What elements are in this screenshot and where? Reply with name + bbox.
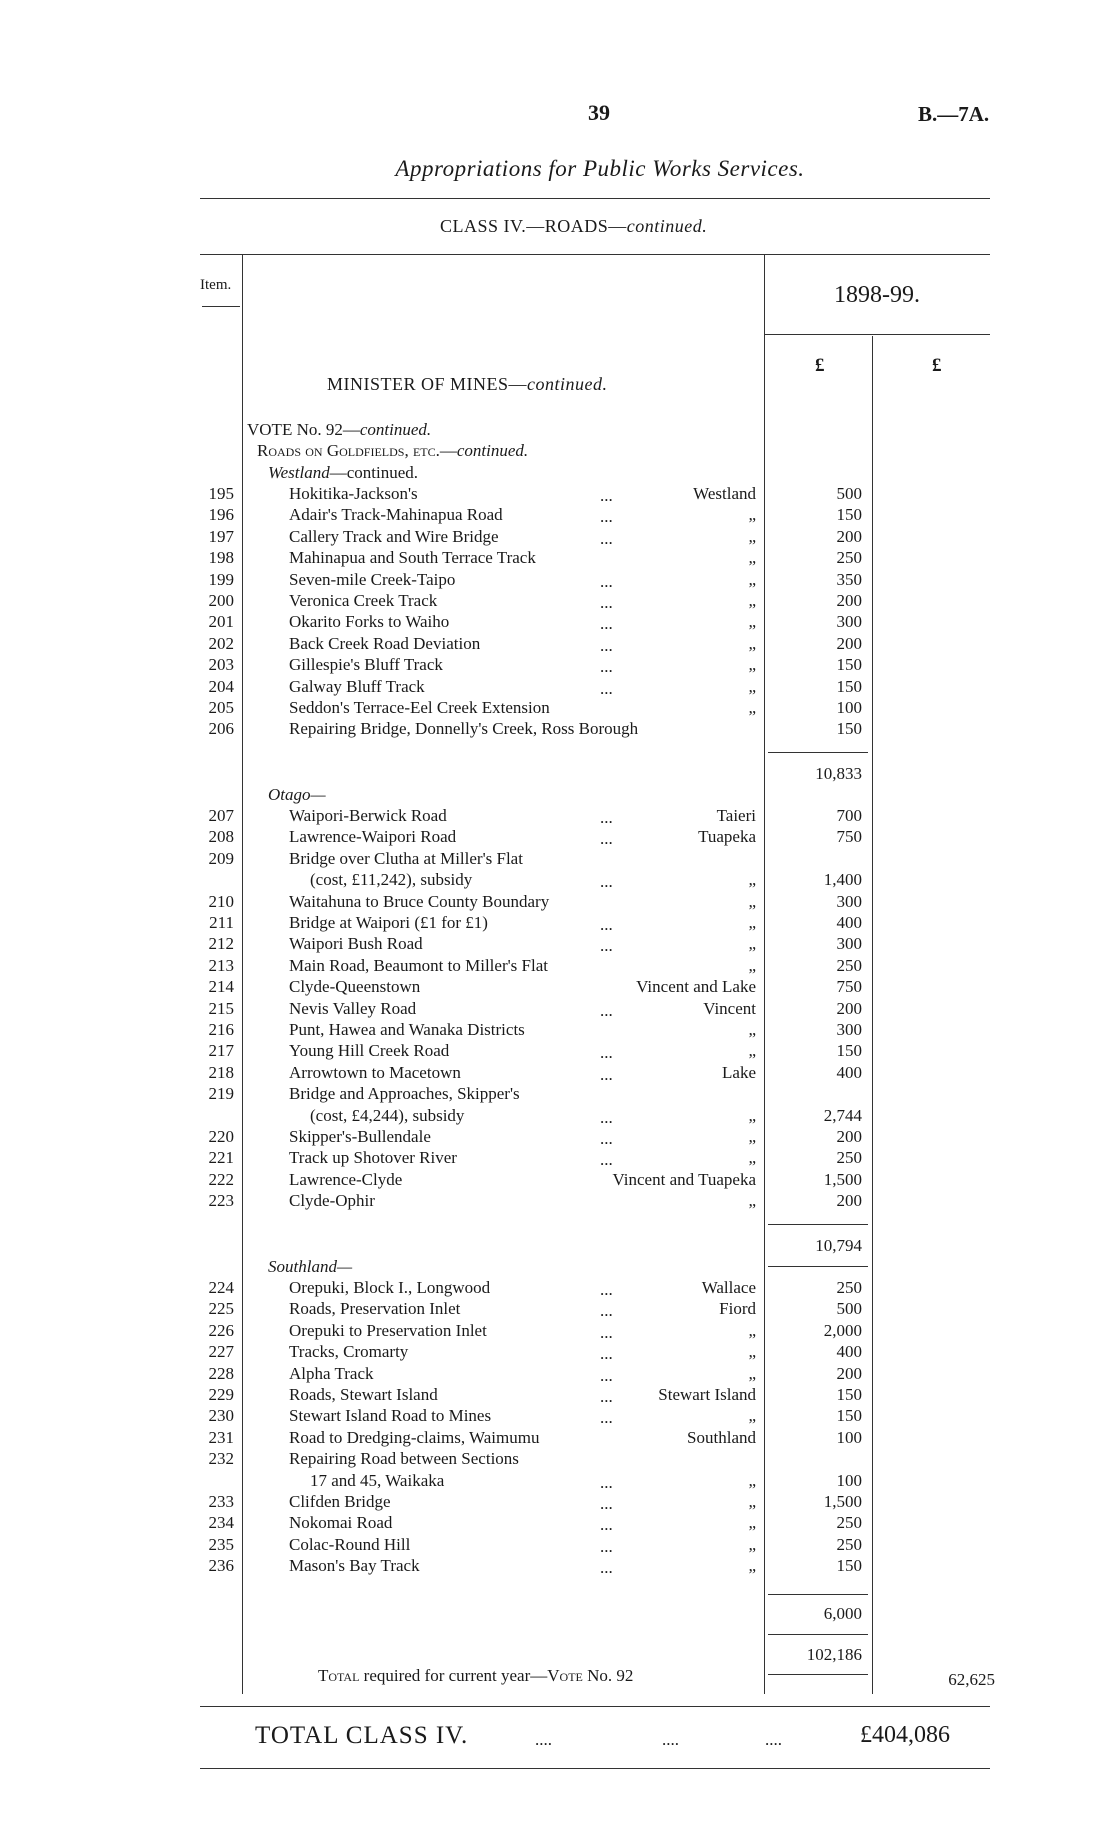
- item-leader-dots: ...: [600, 1322, 613, 1342]
- item-number: 207: [208, 806, 234, 825]
- item-description: Hokitika-Jackson's: [289, 484, 418, 503]
- item-description: Roads, Stewart Island: [289, 1385, 438, 1404]
- item-number: 205: [208, 698, 234, 717]
- item-amount: 150: [836, 655, 862, 675]
- item-district: „: [748, 655, 756, 675]
- item-number: 231: [208, 1427, 234, 1447]
- item-number: 214: [208, 977, 234, 997]
- item-district: „: [748, 870, 756, 890]
- item-amount: 300: [836, 934, 862, 954]
- item-district: „: [748, 1105, 756, 1125]
- item-description: Waipori-Berwick Road: [289, 806, 447, 825]
- vote-total-label-rest: required for current year—: [359, 1666, 548, 1685]
- item-description: Lawrence-Clyde: [289, 1169, 403, 1189]
- westland-heading: [268, 463, 418, 483]
- document-reference: B.—7A.: [918, 102, 990, 126]
- class-total-leader-2: ....: [662, 1730, 679, 1749]
- item-description: Nokomai Road: [289, 1513, 393, 1533]
- item-description: Galway Bluff Track: [289, 676, 425, 696]
- minister-heading-text: MINISTER OF MINES—: [327, 374, 528, 394]
- item-description: Back Creek Road Deviation: [289, 633, 481, 653]
- item-district: „: [748, 633, 756, 653]
- item-description: Arrowtown to Macetown: [289, 1062, 461, 1082]
- pound-sign-header-2: £: [932, 355, 942, 376]
- item-district: „: [748, 1363, 756, 1383]
- item-amount: 200: [836, 1363, 862, 1383]
- item-amount: 1,500: [823, 1492, 862, 1511]
- item-amount: 1,400: [823, 870, 862, 890]
- item-description: (cost, £11,242), subsidy: [310, 870, 473, 890]
- vote-heading-continued: continued.: [359, 420, 432, 439]
- item-district: Southland: [687, 1427, 756, 1447]
- item-amount: 150: [836, 1041, 862, 1061]
- item-description: Orepuki, Block I., Longwood: [289, 1278, 491, 1297]
- item-leader-dots: ...: [600, 1558, 613, 1578]
- item-description: Orepuki to Preservation Inlet: [289, 1320, 487, 1340]
- item-amount: 150: [836, 719, 862, 739]
- item-description: Bridge at Waipori (£1 for £1): [289, 913, 488, 932]
- item-number: 197: [208, 526, 234, 546]
- item-amount: 150: [836, 1406, 862, 1426]
- vote-heading-text: VOTE No. 92—: [247, 420, 360, 439]
- item-description: Bridge and Approaches, Skipper's: [289, 1084, 520, 1104]
- southland-heading: [268, 1257, 352, 1277]
- vote-total-label-vote: Vote: [547, 1666, 583, 1685]
- southland-subtotal: 6,000: [823, 1604, 862, 1623]
- item-district: „: [748, 1556, 756, 1576]
- item-amount: 2,000: [823, 1320, 862, 1340]
- item-leader-dots: ...: [600, 678, 613, 698]
- item-leader-dots: ...: [600, 593, 613, 612]
- item-amount: 150: [836, 676, 862, 696]
- item-number: 202: [208, 633, 234, 653]
- item-number: 198: [208, 548, 234, 568]
- vote-heading: [247, 420, 431, 440]
- item-district: „: [748, 548, 756, 568]
- item-leader-dots: ...: [600, 1472, 613, 1492]
- item-description: Stewart Island Road to Mines: [289, 1406, 492, 1426]
- item-number: 218: [208, 1062, 234, 1082]
- item-district: „: [748, 1191, 756, 1211]
- item-number: 195: [208, 484, 234, 503]
- item-amount: 150: [836, 1385, 862, 1404]
- item-number: 223: [208, 1191, 234, 1211]
- item-amount: 100: [836, 1427, 862, 1447]
- item-number: 210: [208, 891, 234, 911]
- item-number: 204: [208, 676, 234, 696]
- item-leader-dots: ...: [600, 614, 613, 634]
- item-description: Clyde-Ophir: [289, 1191, 375, 1211]
- item-number: 234: [208, 1513, 234, 1533]
- item-description: Callery Track and Wire Bridge: [289, 526, 499, 546]
- item-amount: 250: [836, 548, 862, 568]
- item-district: Wallace: [701, 1278, 756, 1297]
- pound-sign-header-1: £: [815, 355, 825, 376]
- item-leader-dots: ...: [600, 507, 613, 527]
- item-leader-dots: ...: [600, 657, 613, 677]
- westland-heading-text: Westland: [268, 463, 330, 482]
- item-amount: 250: [836, 1534, 862, 1554]
- minister-heading-continued: continued.: [527, 374, 608, 394]
- item-description: Skipper's-Bullendale: [289, 1127, 431, 1146]
- item-district: „: [748, 1492, 756, 1511]
- item-description: Roads, Preservation Inlet: [289, 1299, 461, 1319]
- item-district: „: [748, 1127, 756, 1146]
- item-number: 235: [208, 1534, 234, 1554]
- item-district: „: [748, 526, 756, 546]
- subhead-heading: [257, 441, 528, 461]
- item-number: 212: [208, 934, 234, 954]
- item-district: Tuapeka: [698, 827, 756, 847]
- rule-item-header: [202, 306, 240, 307]
- item-amount: 150: [836, 505, 862, 525]
- item-leader-dots: ...: [600, 1107, 613, 1127]
- item-description: Okarito Forks to Waiho: [289, 612, 450, 632]
- item-description: Seven-mile Creek-Taipo: [289, 569, 456, 589]
- vote-total-amount: 62,625: [948, 1670, 995, 1689]
- item-leader-dots: ...: [600, 1536, 613, 1556]
- item-number: 226: [208, 1320, 234, 1340]
- document-title: Appropriations for Public Works Services.: [395, 156, 805, 181]
- rule-top: [200, 198, 990, 199]
- item-description: Main Road, Beaumont to Miller's Flat: [289, 955, 548, 975]
- item-number: 199: [208, 569, 234, 589]
- item-description: Waitahuna to Bruce County Boundary: [289, 891, 550, 911]
- item-description: Clyde-Queenstown: [289, 977, 421, 997]
- item-number: 201: [208, 612, 234, 632]
- otago-heading: [268, 785, 326, 805]
- item-number: 206: [208, 719, 234, 739]
- item-description: Lawrence-Waipori Road: [289, 827, 457, 847]
- item-description: Track up Shotover River: [289, 1148, 457, 1168]
- item-leader-dots: ...: [600, 1387, 613, 1406]
- item-description: Adair's Track-Mahinapua Road: [289, 505, 503, 525]
- item-amount: 400: [836, 1342, 862, 1362]
- item-district: „: [748, 1470, 756, 1490]
- item-leader-dots: ...: [600, 1365, 613, 1385]
- item-description: 17 and 45, Waikaka: [310, 1470, 445, 1490]
- grand-subtotal: 102,186: [806, 1645, 862, 1664]
- item-leader-dots: ...: [600, 829, 613, 849]
- item-district: Westland: [693, 484, 756, 503]
- item-district: „: [748, 1148, 756, 1168]
- item-amount: 2,744: [823, 1105, 862, 1125]
- item-description: Alpha Track: [289, 1363, 374, 1383]
- item-amount: 350: [836, 569, 862, 589]
- item-number: 230: [208, 1406, 234, 1426]
- item-number: 219: [208, 1084, 234, 1104]
- item-leader-dots: ...: [600, 1344, 613, 1364]
- item-description: Seddon's Terrace-Eel Creek Extension: [289, 698, 550, 717]
- item-amount: 500: [836, 1299, 862, 1319]
- item-description: Mason's Bay Track: [289, 1556, 420, 1576]
- item-amount: 200: [836, 633, 862, 653]
- item-district: „: [748, 676, 756, 696]
- otago-heading-text: Otago—: [268, 785, 326, 804]
- item-amount: 750: [836, 827, 862, 847]
- class-total-leader-1: ....: [535, 1730, 552, 1749]
- item-amount: 300: [836, 891, 862, 911]
- item-district: Vincent and Lake: [636, 977, 756, 997]
- item-district: „: [748, 1320, 756, 1340]
- item-leader-dots: ...: [600, 936, 613, 956]
- item-district: Stewart Island: [658, 1385, 756, 1404]
- item-leader-dots: ...: [600, 1494, 613, 1513]
- class-total-label: TOTAL CLASS IV.: [255, 1722, 469, 1749]
- item-description: Punt, Hawea and Wanaka Districts: [289, 1020, 525, 1039]
- item-district: „: [748, 934, 756, 954]
- item-district: „: [748, 1041, 756, 1061]
- item-number: 200: [208, 591, 234, 610]
- item-number: 217: [208, 1041, 234, 1061]
- item-amount: 250: [836, 1278, 862, 1297]
- item-leader-dots: ...: [600, 1043, 613, 1063]
- item-leader-dots: ...: [600, 808, 613, 827]
- item-district: „: [748, 891, 756, 911]
- item-amount: 250: [836, 955, 862, 975]
- item-amount: 1,500: [823, 1169, 862, 1189]
- item-amount: 200: [836, 526, 862, 546]
- item-amount: 300: [836, 612, 862, 632]
- rule-table-top: [200, 254, 990, 255]
- item-district: „: [748, 955, 756, 975]
- westland-subtotal: 10,833: [815, 764, 862, 783]
- item-leader-dots: ...: [600, 1280, 613, 1299]
- item-district: „: [748, 569, 756, 589]
- class-total-leader-3: ....: [765, 1730, 782, 1749]
- vote-total-label: [318, 1666, 633, 1686]
- item-description: Bridge over Clutha at Miller's Flat: [289, 848, 523, 868]
- year-column-header: 1898-99.: [834, 282, 920, 308]
- rule-southland-subtotal-under: [768, 1634, 868, 1635]
- item-description: Young Hill Creek Road: [289, 1041, 450, 1061]
- item-description: Repairing Bridge, Donnelly's Creek, Ross Borough: [289, 719, 639, 739]
- item-number: 213: [208, 955, 234, 975]
- class-total-amount: £404,086: [860, 1722, 950, 1748]
- item-amount: 500: [836, 484, 862, 503]
- item-number: 209: [208, 848, 234, 868]
- class-heading-continued: continued.: [626, 216, 708, 236]
- item-district: „: [748, 505, 756, 525]
- item-amount: 200: [836, 1191, 862, 1211]
- rule-year-column-mid: [872, 336, 873, 1694]
- item-number: 196: [208, 505, 234, 525]
- rule-item-column: [242, 254, 243, 1694]
- item-leader-dots: ...: [600, 635, 613, 655]
- rule-otago-subtotal-under: [768, 1266, 868, 1267]
- item-amount: 400: [836, 1062, 862, 1082]
- item-number: 225: [208, 1299, 234, 1319]
- item-leader-dots: ...: [600, 1408, 613, 1428]
- item-district: „: [748, 1406, 756, 1426]
- item-amount: 300: [836, 1020, 862, 1039]
- item-district: „: [748, 591, 756, 610]
- item-number: 229: [208, 1385, 234, 1404]
- rule-class-total-bottom: [200, 1768, 990, 1769]
- item-description: Waipori Bush Road: [289, 934, 423, 954]
- item-description: Gillespie's Bluff Track: [289, 655, 443, 675]
- item-district: Vincent and Tuapeka: [612, 1169, 756, 1189]
- item-amount: 200: [836, 1127, 862, 1146]
- item-district: „: [748, 1342, 756, 1362]
- item-number: 232: [208, 1449, 234, 1469]
- item-district: „: [748, 913, 756, 932]
- item-number: 236: [208, 1556, 234, 1576]
- item-district: Taieri: [716, 806, 756, 825]
- item-amount: 250: [836, 1148, 862, 1168]
- item-leader-dots: ...: [600, 1064, 613, 1084]
- item-amount: 250: [836, 1513, 862, 1533]
- item-amount: 150: [836, 1556, 862, 1576]
- item-district: „: [748, 1020, 756, 1039]
- item-amount: 200: [836, 998, 862, 1018]
- rule-southland-subtotal: [768, 1594, 868, 1595]
- item-description: Mahinapua and South Terrace Track: [289, 548, 536, 568]
- item-leader-dots: ...: [600, 1301, 613, 1321]
- item-leader-dots: ...: [600, 528, 613, 548]
- rule-westland-subtotal: [768, 752, 868, 753]
- rule-grand-subtotal: [768, 1674, 868, 1675]
- subhead-heading-continued: continued.: [456, 441, 529, 460]
- item-leader-dots: ...: [600, 1515, 613, 1535]
- item-description: Repairing Road between Sections: [289, 1449, 519, 1469]
- item-district: „: [748, 698, 756, 717]
- otago-subtotal: 10,794: [815, 1236, 862, 1255]
- item-leader-dots: ...: [600, 571, 613, 591]
- item-column-header: Item.: [200, 277, 232, 293]
- vote-total-label-prefix: Total: [318, 1666, 360, 1685]
- item-description: Colac-Round Hill: [289, 1534, 411, 1554]
- item-description: Veronica Creek Track: [289, 591, 438, 610]
- item-leader-dots: ...: [600, 1000, 613, 1020]
- subhead-heading-text: Roads on Goldfields, etc.—: [257, 441, 457, 460]
- item-number: 228: [208, 1363, 234, 1383]
- item-number: 211: [209, 913, 234, 932]
- item-leader-dots: ...: [600, 872, 613, 892]
- item-district: Vincent: [703, 998, 756, 1018]
- item-amount: 100: [836, 1470, 862, 1490]
- item-leader-dots: ...: [600, 1129, 613, 1148]
- item-description: (cost, £4,244), subsidy: [310, 1105, 465, 1125]
- item-number: 216: [208, 1020, 234, 1039]
- item-number: 203: [208, 655, 234, 675]
- vote-total-label-number: No. 92: [582, 1666, 634, 1685]
- item-amount: 400: [836, 913, 862, 932]
- page-number: 39: [588, 100, 610, 125]
- class-heading-text: CLASS IV.—ROADS—: [440, 216, 627, 236]
- item-amount: 200: [836, 591, 862, 610]
- item-district: „: [748, 1534, 756, 1554]
- item-description: Clifden Bridge: [289, 1492, 391, 1511]
- item-number: 215: [208, 998, 234, 1018]
- item-district: „: [748, 1513, 756, 1533]
- item-number: 221: [208, 1148, 234, 1168]
- item-number: 224: [208, 1278, 234, 1297]
- item-number: 227: [208, 1342, 234, 1362]
- southland-heading-text: Southland—: [268, 1257, 353, 1276]
- item-amount: 100: [836, 698, 862, 717]
- item-leader-dots: ...: [600, 1150, 613, 1170]
- item-number: 208: [208, 827, 234, 847]
- item-district: „: [748, 612, 756, 632]
- rule-class-total-top: [200, 1706, 990, 1707]
- minister-heading: [327, 374, 608, 395]
- item-number: 220: [208, 1127, 234, 1146]
- item-leader-dots: ...: [600, 486, 613, 505]
- item-district: Lake: [722, 1062, 756, 1082]
- item-number: 222: [208, 1169, 234, 1189]
- item-description: Tracks, Cromarty: [289, 1342, 409, 1362]
- item-district: Fiord: [719, 1299, 756, 1319]
- item-amount: 700: [836, 806, 862, 825]
- item-description: Road to Dredging-claims, Waimumu: [289, 1427, 540, 1447]
- item-description: Nevis Valley Road: [289, 998, 417, 1018]
- westland-heading-continued: —continued.: [329, 463, 419, 482]
- rule-year-header: [764, 334, 990, 335]
- item-amount: 750: [836, 977, 862, 997]
- class-heading: [440, 216, 707, 237]
- item-leader-dots: ...: [600, 915, 613, 934]
- rule-otago-subtotal: [768, 1224, 868, 1225]
- item-number: 233: [208, 1492, 234, 1511]
